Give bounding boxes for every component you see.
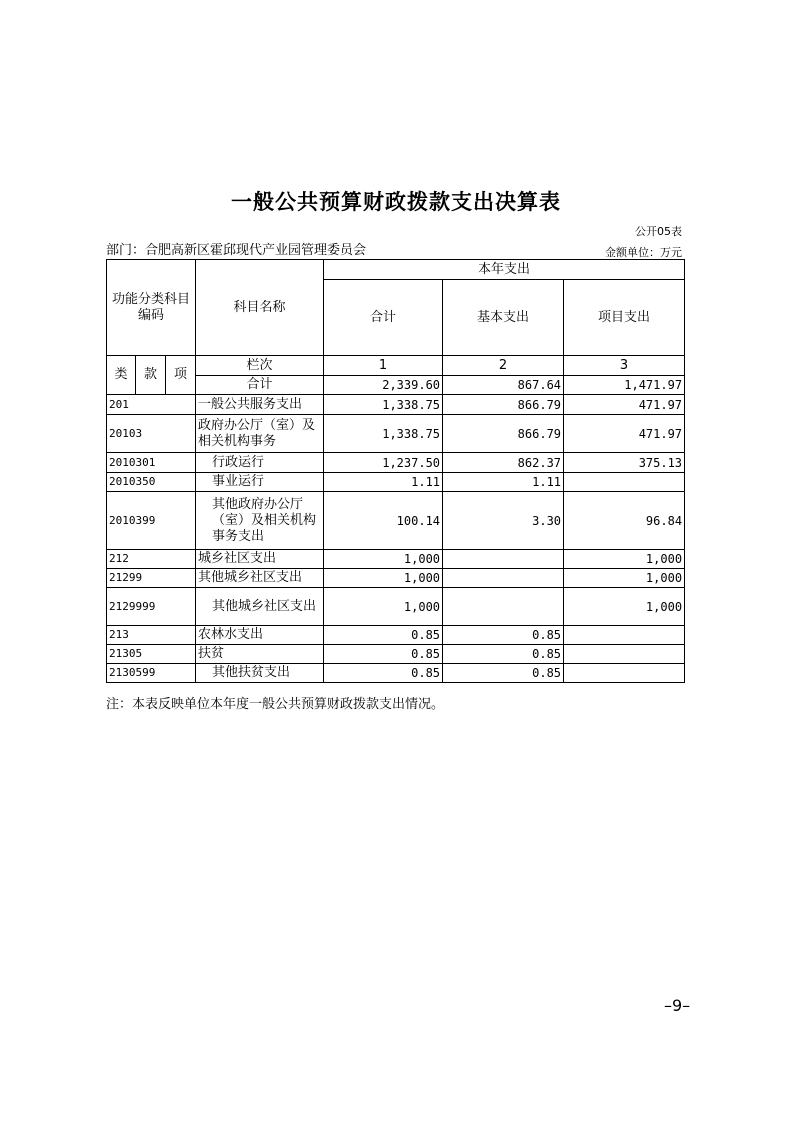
project-value: 471.97: [564, 415, 685, 453]
subject-name: 其他城乡社区支出: [196, 588, 324, 626]
total-value: 1,338.75: [324, 395, 443, 415]
basic-value: [443, 569, 564, 588]
subject-code: 21305: [107, 645, 196, 664]
total-value: 0.85: [324, 645, 443, 664]
header-row-1: [107, 260, 685, 280]
table-row: [107, 415, 685, 453]
table-row: [107, 664, 685, 683]
header-func-code: 功能分类科目编码: [107, 260, 196, 356]
project-value: 1,000: [564, 588, 685, 626]
sum-project: 1,471.97: [564, 376, 685, 395]
table-row: [107, 645, 685, 664]
table-row: [107, 453, 685, 473]
project-value: [564, 664, 685, 683]
subject-name: 城乡社区支出: [196, 550, 324, 569]
column-number-label: 栏次: [196, 356, 324, 376]
total-value: 0.85: [324, 626, 443, 645]
subject-code: 201: [107, 395, 196, 415]
header-basic: 基本支出: [443, 280, 564, 356]
total-value: 0.85: [324, 664, 443, 683]
form-number: 公开05表: [635, 225, 682, 238]
basic-value: 866.79: [443, 415, 564, 453]
subject-code: 213: [107, 626, 196, 645]
column-number-2: 2: [443, 356, 564, 376]
header-project: 项目支出: [564, 280, 685, 356]
total-value: 1,000: [324, 569, 443, 588]
basic-value: 0.85: [443, 626, 564, 645]
subject-name: 一般公共服务支出: [196, 395, 324, 415]
subject-code: 20103: [107, 415, 196, 453]
header-kuan: 款: [136, 356, 166, 395]
column-number-1: 1: [324, 356, 443, 376]
total-value: 1,237.50: [324, 453, 443, 473]
total-value: 100.14: [324, 492, 443, 550]
subject-name: 其他政府办公厅（室）及相关机构事务支出: [196, 492, 324, 550]
basic-value: [443, 588, 564, 626]
subject-code: 2010350: [107, 473, 196, 492]
table-note: 注：本表反映单位本年度一般公共预算财政拨款支出情况。: [106, 697, 445, 712]
sum-basic: 867.64: [443, 376, 564, 395]
total-value: 1,338.75: [324, 415, 443, 453]
table-row: [107, 626, 685, 645]
department-label: 部门：合肥高新区霍邱现代产业园管理委员会: [106, 243, 367, 258]
project-value: [564, 626, 685, 645]
total-value: 1.11: [324, 473, 443, 492]
subject-code: 2129999: [107, 588, 196, 626]
basic-value: [443, 550, 564, 569]
basic-value: 866.79: [443, 395, 564, 415]
basic-value: 0.85: [443, 664, 564, 683]
table-row: [107, 550, 685, 569]
project-value: [564, 645, 685, 664]
column-number-3: 3: [564, 356, 685, 376]
table-row: [107, 569, 685, 588]
page-title: 一般公共预算财政拨款支出决算表: [231, 190, 561, 214]
basic-value: 3.30: [443, 492, 564, 550]
header-lei: 类: [107, 356, 136, 395]
header-current-year: 本年支出: [324, 260, 685, 280]
project-value: 1,000: [564, 569, 685, 588]
subject-name: 行政运行: [196, 453, 324, 473]
subject-name: 扶贫: [196, 645, 324, 664]
table-row: [107, 492, 685, 550]
basic-value: 0.85: [443, 645, 564, 664]
total-value: 1,000: [324, 588, 443, 626]
expenditure-table: [106, 259, 685, 683]
basic-value: 862.37: [443, 453, 564, 473]
basic-value: 1.11: [443, 473, 564, 492]
subject-name: 政府办公厅（室）及相关机构事务: [196, 415, 324, 453]
project-value: [564, 473, 685, 492]
subject-code: 2130599: [107, 664, 196, 683]
header-subject-name: 科目名称: [196, 260, 324, 356]
project-value: 375.13: [564, 453, 685, 473]
sum-label: 合计: [196, 376, 324, 395]
header-total: 合计: [324, 280, 443, 356]
column-number-row: [107, 356, 685, 376]
project-value: 471.97: [564, 395, 685, 415]
table-row: [107, 588, 685, 626]
project-value: 96.84: [564, 492, 685, 550]
table-row: [107, 473, 685, 492]
amount-unit: 金额单位：万元: [605, 246, 682, 259]
subject-code: 2010301: [107, 453, 196, 473]
subject-code: 212: [107, 550, 196, 569]
header-xiang: 项: [166, 356, 196, 395]
sum-total: 2,339.60: [324, 376, 443, 395]
subject-code: 2010399: [107, 492, 196, 550]
subject-code: 21299: [107, 569, 196, 588]
subject-name: 农林水支出: [196, 626, 324, 645]
subject-name: 其他扶贫支出: [196, 664, 324, 683]
table-row: [107, 395, 685, 415]
page-number: –9–: [664, 996, 691, 1015]
project-value: 1,000: [564, 550, 685, 569]
subject-name: 事业运行: [196, 473, 324, 492]
total-value: 1,000: [324, 550, 443, 569]
subject-name: 其他城乡社区支出: [196, 569, 324, 588]
